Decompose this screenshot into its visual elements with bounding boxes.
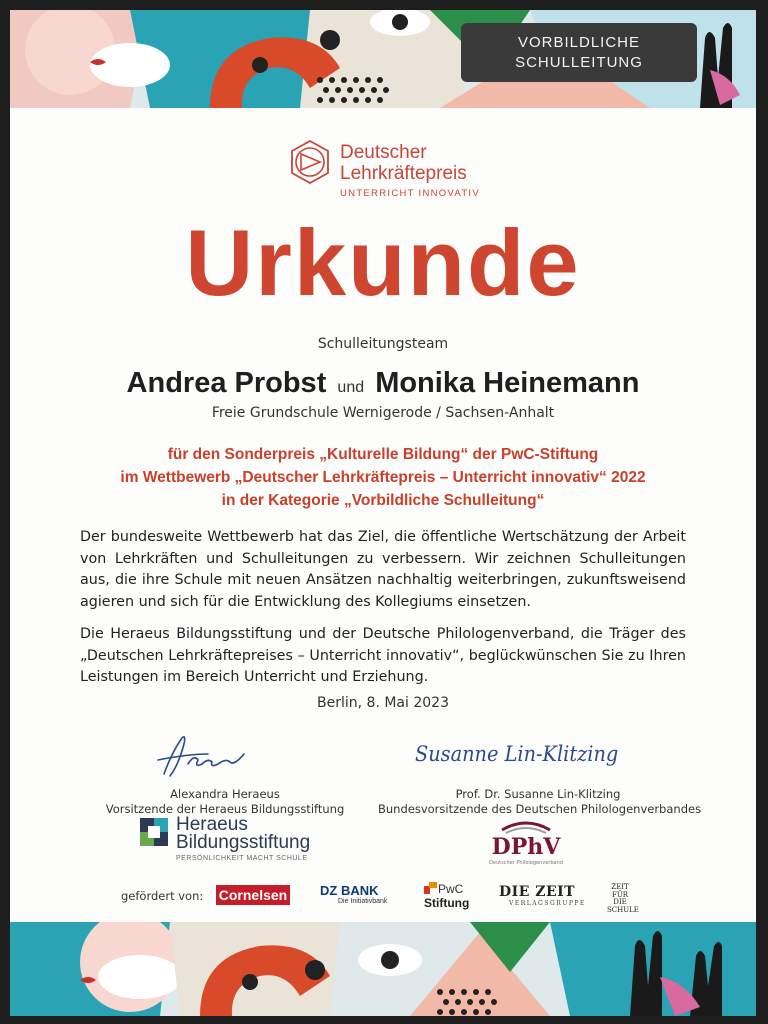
signature-heraeus: [150, 734, 270, 782]
cornelsen-logo: Cornelsen: [216, 885, 290, 905]
zeit-name: DIE ZEIT: [499, 884, 576, 900]
award-line-1: für den Sonderpreis „Kulturelle Bildung“ der PwC-Stiftung: [167, 446, 599, 463]
body-paragraph-2: Die Heraeus Bildungsstiftung und der Deutsche Philologenverband, die Träger des „Deutschen Lehrkräftepreises – Unterricht innovativ“, beglückwünschen Sie zu Ihren Leistungen im Bereich Unterricht und Erziehung.: [80, 626, 686, 685]
award-line-2: im Wettbewerb „Deutscher Lehrkräftepreis – Unterricht innovativ“ 2022: [120, 469, 646, 486]
signer-lin-klitzing: [378, 787, 702, 817]
certificate: [10, 10, 756, 1016]
dphv-small-text: Deutscher Philologenverband: [489, 860, 563, 866]
pwc-stiftung-logo: [424, 882, 469, 910]
signer-heraeus: [90, 787, 360, 817]
logo-line-2: Lehrkräftepreis: [340, 163, 467, 184]
zeit-fuer-die-schule-logo: ZEIT FÜR DIE SCHULE: [607, 883, 639, 914]
heraeus-bildungsstiftung-logo: [140, 815, 340, 867]
heraeus-tagline: PERSÖNLICHKEIT MACHT SCHULE: [176, 855, 308, 862]
badge-line-2: SCHULLEITUNG: [515, 54, 643, 71]
certificate-title: Urkunde: [185, 210, 581, 315]
heraeus-square-icon: [140, 818, 168, 846]
place-date: Berlin, 8. Mai 2023: [317, 695, 449, 711]
signer-name: Prof. Dr. Susanne Lin-Klitzing: [455, 787, 621, 801]
badge-line-1: VORBILDLICHE: [517, 34, 641, 51]
signer-name: Alexandra Heraeus: [170, 787, 280, 801]
pwc-mark-icon: [424, 882, 438, 894]
heraeus-line-1: Heraeus: [176, 814, 248, 835]
dzbank-name: DZ BANK: [320, 883, 379, 898]
pwc-sub: Stiftung: [424, 896, 470, 910]
lehrkraeftepreis-logo: [286, 138, 506, 204]
names-conjunction: und: [337, 379, 365, 396]
body-paragraph-1: Der bundesweite Wettbewerb hat das Ziel, die öffentliche Wertschätzung der Arbeit von Lehrkräften und Schulleitungen zu verbessern. Wir zeichnen Schulleitungen aus, die ihre Schule mit neuen Ansätzen nachhaltig weiterbringen, zukunftsweisend agieren und sich für die Entwicklung des Kollegiums einsetzen.: [80, 529, 686, 610]
decorative-top-band: [10, 10, 756, 108]
category-badge: [461, 23, 697, 82]
heraeus-line-2: Bildungsstiftung: [176, 832, 311, 853]
dphv-mark: DPhV: [491, 834, 561, 860]
sponsor-row: [10, 880, 756, 920]
signer-role: Vorsitzende der Heraeus Bildungsstiftung: [105, 802, 345, 816]
dphv-roof-icon: [500, 818, 552, 834]
dzbank-logo: [320, 883, 387, 905]
logo-subtitle: UNTERRICHT INNOVATIV: [340, 188, 481, 199]
dphv-logo: [486, 818, 566, 870]
pwc-name: PwC: [438, 882, 464, 896]
signature-lin-klitzing: Susanne Lin-Klitzing: [415, 742, 619, 766]
signer-role: Bundesvorsitzende des Deutschen Philologenverbandes: [378, 802, 702, 816]
dzbank-sub: Die Initiativbank: [338, 898, 388, 905]
zeit-verlagsgruppe-logo: [499, 884, 586, 907]
zeit-sub: VERLAGSGRUPPE: [509, 900, 586, 907]
logo-line-1: Deutscher: [340, 142, 427, 163]
recipient-2: Monika Heinemann: [375, 367, 640, 399]
recipient-1: Andrea Probst: [126, 367, 327, 399]
award-line-3: in der Kategorie „Vorbildliche Schulleitung“: [221, 492, 545, 509]
award-emblem-icon: [286, 138, 334, 186]
school-name: Freie Grundschule Wernigerode / Sachsen-Anhalt: [211, 405, 555, 421]
decorative-bottom-band: [10, 922, 756, 1016]
sponsor-label: gefördert von:: [121, 889, 204, 903]
recipient-names: [10, 367, 756, 400]
team-label: Schulleitungsteam: [317, 336, 449, 352]
